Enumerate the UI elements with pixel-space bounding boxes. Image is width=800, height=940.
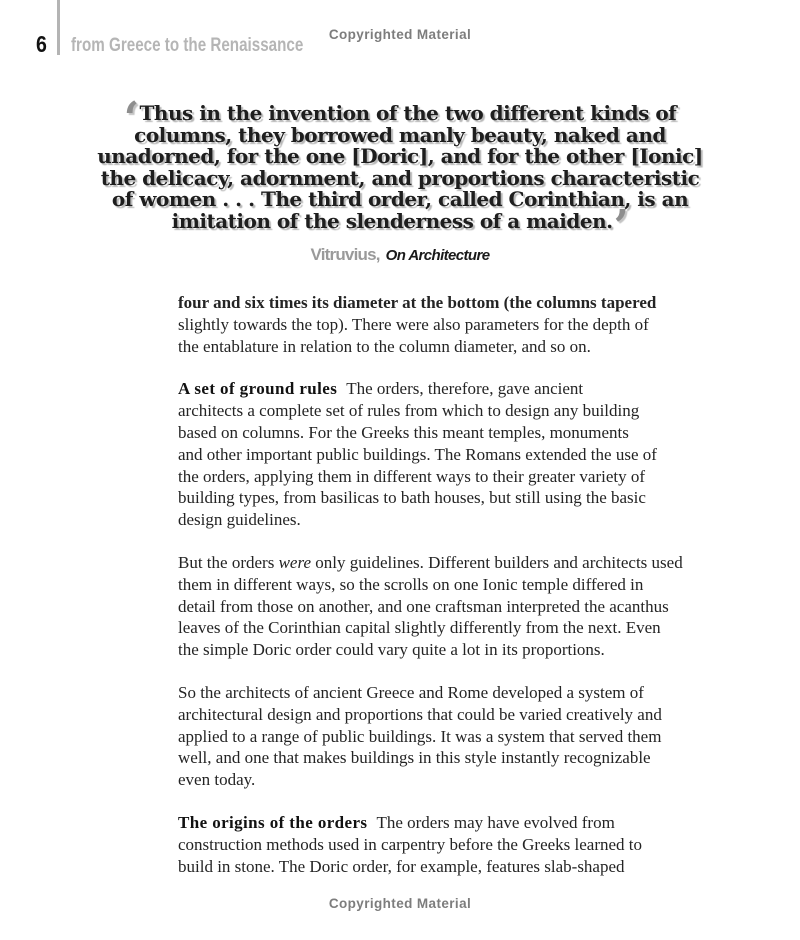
open-quote-mark-icon: ‘	[123, 93, 139, 144]
body-line-text: only guidelines. Different builders and architects used	[311, 552, 683, 572]
body-line: the entablature in relation to the column diameter, and so on.	[178, 336, 591, 356]
body-line: well, and one that makes buildings in this style instantly recognizable	[178, 748, 651, 768]
paragraph	[178, 292, 723, 357]
body-line-text: The orders, therefore, gave ancient	[346, 379, 584, 399]
body-line: leaves of the Corinthian capital slightly differently from the next. Even	[178, 618, 661, 638]
quote-line: the delicacy, adornment, and proportions characteristic	[100, 165, 700, 190]
body-line: detail from those on another, and one craftsman interpreted the acanthus	[178, 596, 669, 616]
section-heading: A set of ground rules	[178, 379, 338, 399]
close-quote-mark-icon: ’	[613, 200, 629, 252]
paragraph	[178, 682, 723, 791]
quote-line-text: Thus in the invention of the two different kinds of	[139, 101, 677, 125]
attribution-work-title: On Architecture	[385, 247, 490, 264]
copyright-notice-bottom: Copyrighted Material	[328, 896, 472, 911]
body-line-text: But the orders	[178, 552, 279, 572]
paragraph	[178, 812, 723, 877]
body-line: applied to a range of public buildings. It was a system that served them	[178, 726, 662, 746]
paragraph	[178, 378, 723, 531]
body-line: architectural design and proportions that could be varied creatively and	[178, 704, 662, 724]
body-line: construction methods used in carpentry before the Greeks learned to	[178, 834, 643, 854]
body-line: the simple Doric order could vary quite a lot in its proportions.	[178, 640, 605, 660]
attribution-author: Vitruvius,	[310, 245, 380, 264]
italic-word: were	[278, 552, 311, 572]
body-line: design guidelines.	[178, 510, 301, 530]
paragraph	[178, 552, 723, 661]
body-line: them in different ways, so the scrolls on one Ionic temple differed in	[178, 574, 644, 594]
body-line: even today.	[178, 770, 256, 790]
quote-attribution	[0, 245, 800, 265]
body-line	[178, 812, 723, 834]
body-line: architects a complete set of rules from which to design any building	[178, 401, 640, 421]
quote-line: of women . . . The third order, called Corinthian, is an	[111, 187, 689, 211]
body-line: based on columns. For the Greeks this meant temples, monuments	[178, 422, 629, 442]
body-line: four and six times its diameter at the bottom (the columns tapered	[178, 293, 657, 312]
body-line	[178, 552, 723, 574]
body-line: and other important public buildings. The Romans extended the use of	[178, 444, 657, 464]
quote-line: columns, they borrowed manly beauty, naked and	[134, 122, 666, 147]
section-heading: The origins of the orders	[178, 812, 368, 832]
body-line: slightly towards the top). There were also parameters for the depth of	[178, 314, 649, 334]
body-line: building types, from basilicas to bath houses, but still using the basic	[178, 488, 646, 508]
quote-line: unadorned, for the one [Doric], and for the other [Ionic]	[97, 144, 703, 168]
body-line: build in stone. The Doric order, for example, features slab-shaped	[178, 856, 625, 876]
quote-line	[35, 200, 765, 252]
body-line: So the architects of ancient Greece and Rome developed a system of	[178, 682, 644, 702]
quote-line-text: imitation of the slenderness of a maiden.	[171, 208, 613, 233]
copyright-notice-top: Copyrighted Material	[328, 27, 472, 42]
running-title: from Greece to the Renaissance	[71, 35, 304, 56]
page-number: 6	[36, 31, 47, 57]
body-line-text: The orders may have evolved from	[376, 812, 615, 832]
body-line	[178, 378, 723, 400]
body-line: the orders, applying them in different ways to their greater variety of	[178, 466, 646, 486]
pull-quote	[35, 93, 765, 252]
body-text-column	[178, 292, 723, 898]
